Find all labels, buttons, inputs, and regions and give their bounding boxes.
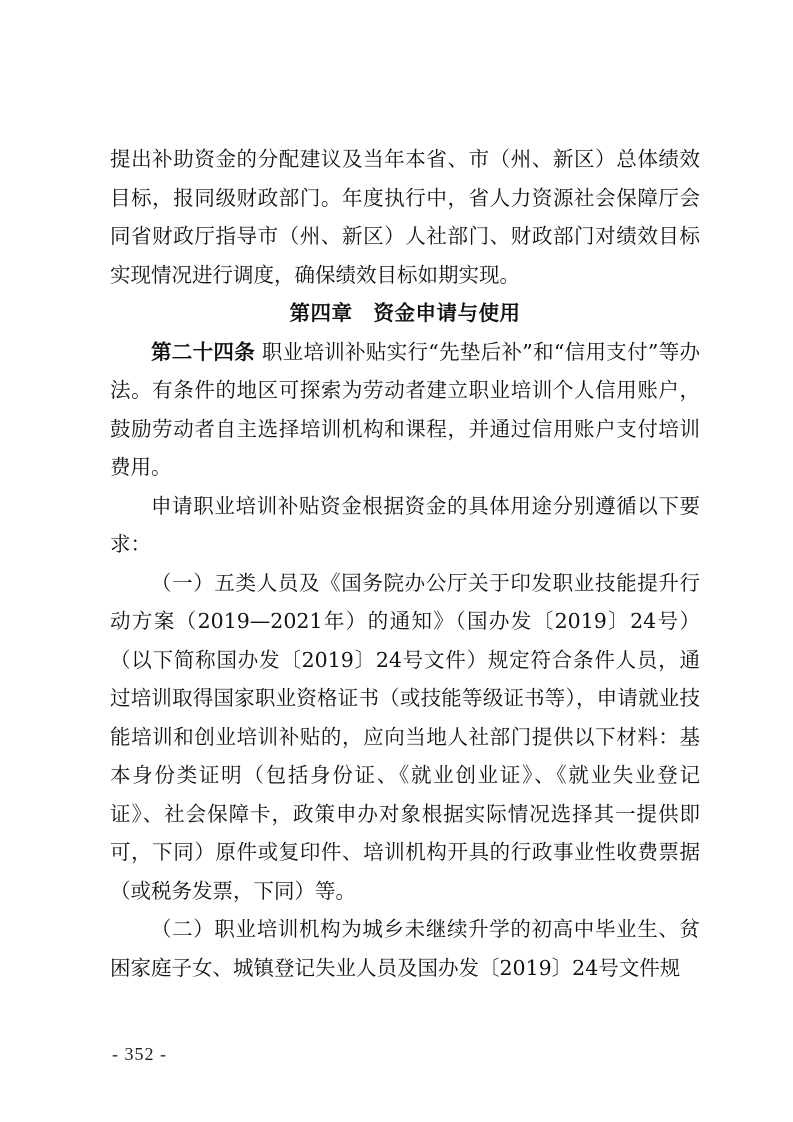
item-two-paragraph: （二）职业培训机构为城乡未继续升学的初高中毕业生、贫困家庭子女、城镇登记失业人员及国办发〔2019〕24号文件规 (110, 917, 700, 980)
paragraph-continuation: 提出补助资金的分配建议及当年本省、市（州、新区）总体绩效目标，报同级财政部门。年度执行中，省人力资源社会保障厅会同省财政厅指导市（州、新区）人社部门、财政部门对绩效目标实现情况进行调度，确保绩效目标如期实现。 (110, 147, 700, 287)
page-number: - 352 - (112, 1044, 167, 1064)
document-body (110, 140, 700, 987)
article-label: 第二十四条 (151, 339, 256, 364)
item-one-paragraph: （一）五类人员及《国务院办公厅关于印发职业技能提升行动方案（2019—2021年）的通知》（国办发〔2019〕24号）（以下简称国办发〔2019〕24号文件）规定符合条件人员，通过培训取得国家职业资格证书（或技能等级证书等），申请就业技能培训和创业培训补贴的，应向当地人社部门提供以下材料：基本身份类证明（包括身份证、《就业创业证》、《就业失业登记证》、社会保障卡，政策申办对象根据实际情况选择其一提供即可，下同）原件或复印件、培训机构开具的行政事业性收费票据（或税务发票，下同）等。 (110, 570, 700, 903)
chapter-heading: 第四章 资金申请与使用 (289, 301, 521, 325)
article-24-paragraph (110, 333, 700, 487)
article-24-text: 职业培训补贴实行“先垫后补”和“信用支付”等办法。有条件的地区可探索为劳动者建立职业培训个人信用账户，鼓励劳动者自主选择培训机构和课程，并通过信用账户支付培训费用。 (110, 339, 701, 479)
requirements-intro-paragraph: 申请职业培训补贴资金根据资金的具体用途分别遵循以下要求： (110, 493, 700, 556)
